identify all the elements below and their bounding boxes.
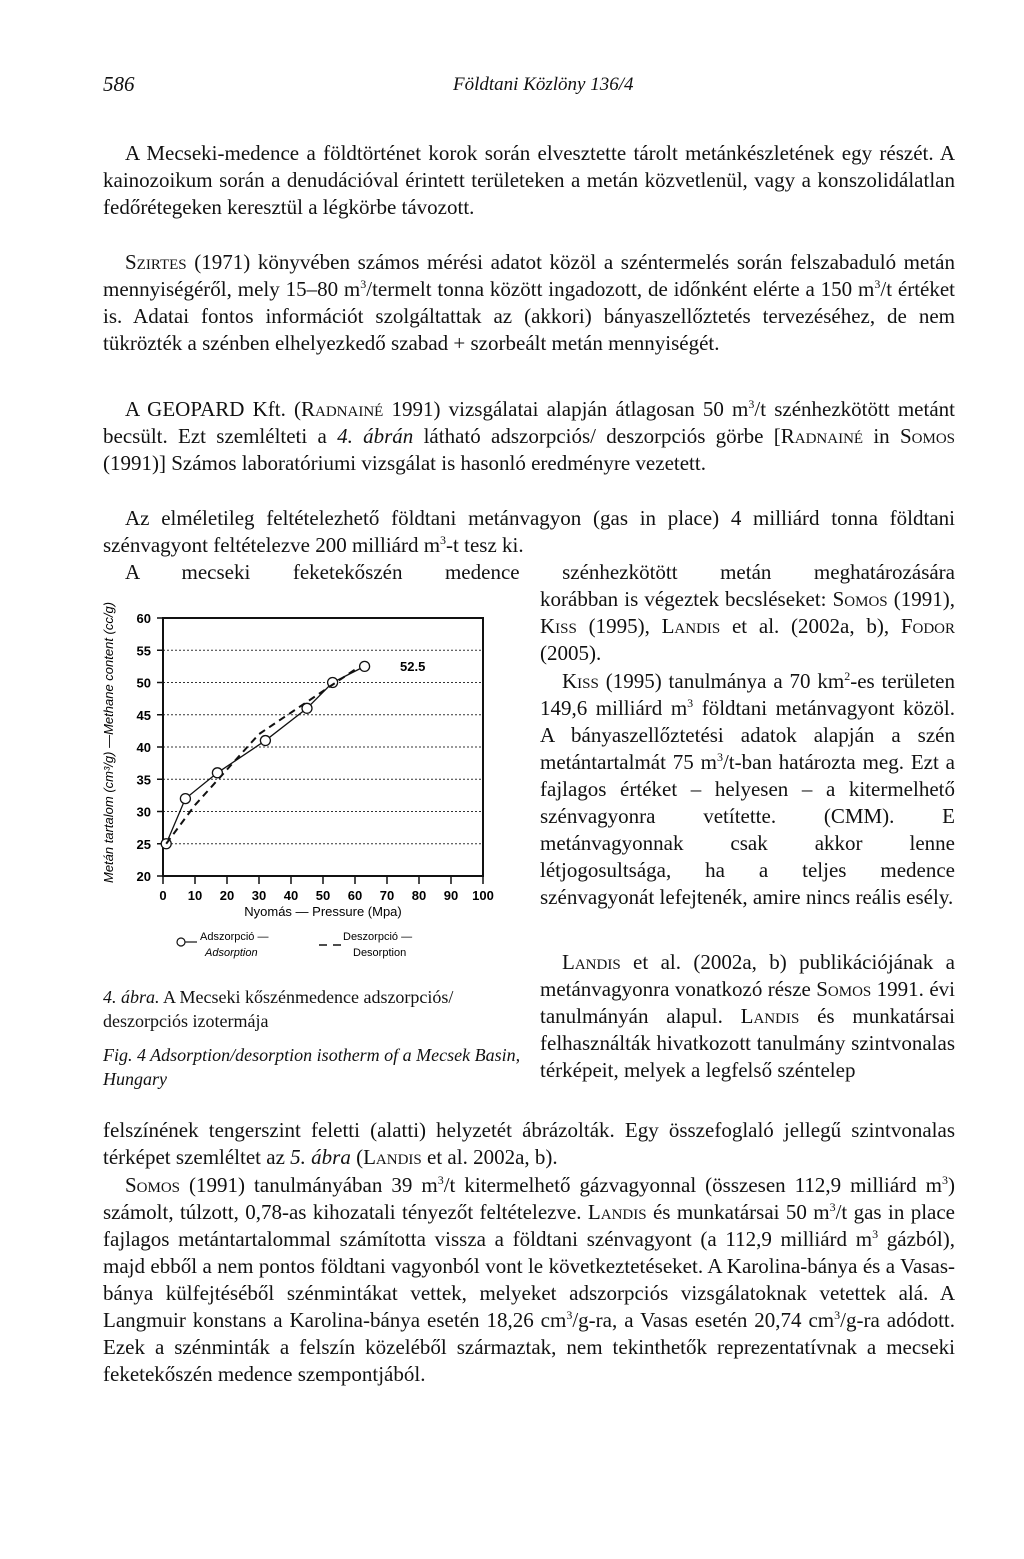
paragraph-7-right: Landis et al. (2002a, b) publikációjának a metánvagyonra vonatkozó része Somos 1991. évi tanulmányán alapul. Landis és munkatársai felhasználták hivatkozott tanulmány szintvonalas térképeit, melyek a legfelső széntelep <box>540 950 956 1082</box>
y-tick-label-35: 35 <box>136 772 151 788</box>
adsorption-point-6 <box>360 661 370 671</box>
adsorption-line <box>166 666 364 843</box>
y-axis-label: Metán tartalom (cm³/g) —Methane content (cc/g) <box>101 601 116 883</box>
paragraph-5-first-line: A mecseki feketekőszén medence szénhezkötött metán meghatározására <box>125 560 955 584</box>
y-tick-label-25: 25 <box>136 836 151 852</box>
legend-adsorption-marker <box>177 938 185 946</box>
page-number: 586 <box>103 72 135 96</box>
paragraph-5-right: korábban is végeztek becsléseket: Somos (1991), Kiss (1995), Landis et al. (2002a, b), Fodor (2005). <box>540 587 955 665</box>
isotherm-chart <box>85 583 525 983</box>
y-tick-label-30: 30 <box>136 804 151 820</box>
x-tick-label-90: 90 <box>443 888 459 903</box>
figure-caption-hu: 4. ábra. A Mecseki kőszénmedence adszorpciós/ deszorpciós izotermája <box>103 987 454 1031</box>
x-axis-label: Nyomás — Pressure (Mpa) <box>244 904 402 919</box>
y-tick-label-40: 40 <box>136 740 151 755</box>
desorption-line <box>166 670 355 844</box>
journal-title: Földtani Közlöny 136/4 <box>453 74 634 95</box>
paragraph-3: A GEOPARD Kft. (Radnainé 1991) vizsgálatai alapján átlagosan 50 $m^3/t$ szénhezkötött metánt becsült. Ezt szemlélteti a 4. ábrán látható adszorpciós/ deszorpciós görbe [Radnainé in Somos (1991)] Számos laboratóriumi vizsgálat is hasonló eredményre vezetett. <box>103 397 955 475</box>
paragraph-2: Szirtes (1971) könyvében számos mérési adatot közöl a széntermelés során felszabaduló metán mennyiségéről, mely 15–80 $m^3$/termelt tonna között ingadozott, de időnként elérte a 150 $m^3/t$ értéket is. Adatai fontos információt szolgáltattak az (akkori) bányaszellőztetés tervezéséhez, de nem tükrözték a szénben elhelyezkedő szabad + szorbeált metán mennyiségét. <box>103 250 956 355</box>
paragraph-1: A Mecseki-medence a földtörténet korok során elvesztette tárolt metánkészletének egy részét. A kainozoikum során a denudációval érintett területeken a metán közvetlenül, vagy a konszolidálatlan fedőrétegeken keresztül a légkörbe távozott. <box>103 141 955 219</box>
figure-caption-en: Fig. 4 Adsorption/desorption isotherm of a Mecsek Basin, Hungary <box>103 1045 521 1089</box>
legend-adsorption-hu: Adszorpció — <box>200 931 269 943</box>
x-tick-label-60: 60 <box>347 888 363 903</box>
legend-desorption-en: Desorption <box>353 947 407 959</box>
legend-desorption-hu: Deszorpció — <box>343 931 413 943</box>
y-tick-label-20: 20 <box>136 869 151 884</box>
x-tick-label-70: 70 <box>379 888 395 903</box>
x-tick-label-0: 0 <box>159 888 167 903</box>
paragraph-7-full: felszínének tengerszint feletti (alatti) helyzetét ábrázolták. Egy összefoglaló jellegű szintvonalas térképet szemléltet az 5. ábra (Landis et al. 2002a, b). <box>103 1118 955 1169</box>
adsorption-point-3 <box>260 736 270 746</box>
legend-adsorption-en: Adsorption <box>205 947 258 959</box>
annotation-52-5: 52.5 <box>400 659 426 674</box>
legend <box>177 931 412 959</box>
x-tick-label-10: 10 <box>187 888 203 903</box>
x-tick-label-50: 50 <box>315 888 331 903</box>
isotherm-figure <box>85 583 525 983</box>
paragraph-4: Az elméletileg feltételezhető földtani metánvagyon (gas in place) 4 milliárd tonna földtani szénvagyont feltételezve 200 milliárd $m^3-t$ tesz ki. <box>103 506 955 557</box>
x-tick-label-30: 30 <box>251 888 267 903</box>
paragraph-6: Kiss (1995) tanulmánya a 70 $km^2-es$ területen 149,6 milliárd $m^3$ földtani metánvagyont közöl. A bányaszellőztetési adatok alapján a szén metántartalmát 75 $m^3/t$-ban határozta meg. Ezt a fajlagos értéket – helyesen – a kitermelhető szénvagyonra vetítette. (CMM). E metánvagyonnak csak akkor lenne létjogosultsága, ha a teljes medence szénvagyonát lefejtenék, amire nincs reális esély. <box>540 669 955 909</box>
x-tick-label-20: 20 <box>219 888 235 903</box>
y-tick-label-55: 55 <box>136 643 151 659</box>
adsorption-point-1 <box>180 794 190 804</box>
y-tick-label-50: 50 <box>136 675 151 691</box>
x-tick-label-100: 100 <box>472 888 494 903</box>
y-tick-label-60: 60 <box>136 611 151 626</box>
y-tick-label-45: 45 <box>136 707 151 723</box>
x-tick-label-80: 80 <box>411 888 427 903</box>
x-tick-label-40: 40 <box>283 888 299 903</box>
paragraph-8: Somos (1991) tanulmányában 39 $m^3/t$ kitermelhető gázvagyonnal (összesen 112,9 milliárd $m^3$) számolt, túlzott, 0,78-as kihozatali tényezőt feltételezve. Landis és munkatársai 50 $m^3/t$ gas in place fajlagos metántartalommal számította vissza a földtani szénvagyont (a 112,9 milliárd $m^3$ gázból), majd ebből a nem pontos földtani vagyonból vont le következtetéseket. A Karolina-bánya és a Vasas-bánya külfejtéséből szénmintákat vettek, melyeket adszorpciós vizsgálatoknak vetettek alá. A Langmuir konstans a Karolina-bánya esetén 18,26 $cm^3/g-ra$, a Vasas esetén 20,74 $cm^3/g-ra$ adódott. Ezek a szénminták a felszín közeléből származtak, nem tekinthetők reprezentatívnak a mecseki feketekőszén medence szempontjából. <box>103 1173 956 1386</box>
